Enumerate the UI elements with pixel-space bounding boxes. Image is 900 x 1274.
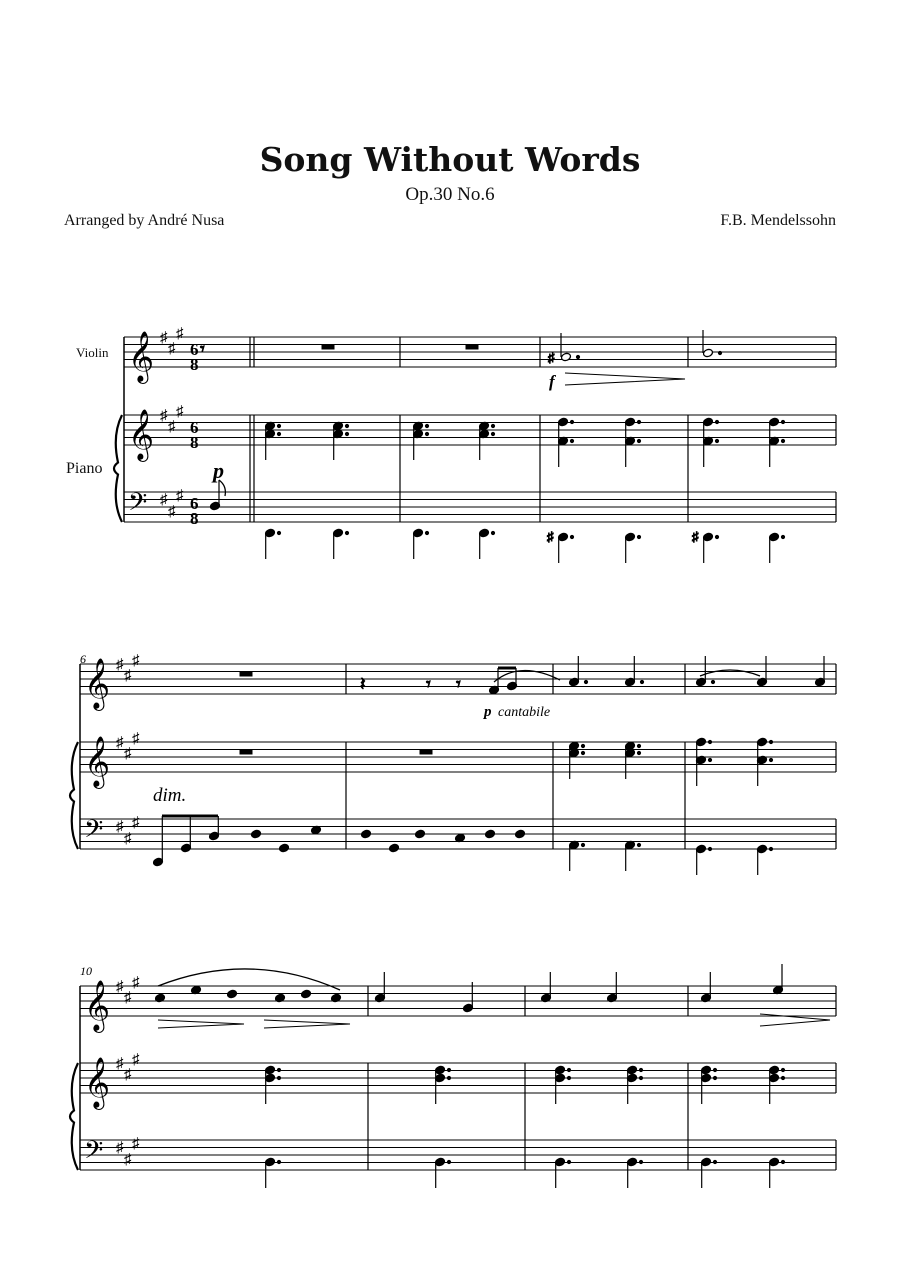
bass-eighth <box>415 829 426 839</box>
measure-number: 6 <box>80 652 86 666</box>
augmentation-dot <box>639 1160 642 1163</box>
sharp-sign: ♯ <box>160 408 168 424</box>
sharp-sign: ♯ <box>132 975 140 991</box>
bass-eighth <box>389 843 400 853</box>
dynamic-p: p <box>213 458 224 483</box>
augmentation-dot <box>425 531 428 534</box>
augmentation-dot <box>491 531 494 534</box>
opus-subtitle: Op.30 No.6 <box>405 184 495 205</box>
sharp-sign: ♯ <box>132 815 140 831</box>
bass-clef: 𝄢 <box>84 1137 104 1170</box>
augmentation-dot <box>715 535 718 538</box>
augmentation-dot <box>570 439 573 442</box>
augmentation-dot <box>576 355 579 358</box>
sharp-sign: ♯ <box>116 1056 124 1072</box>
augmentation-dot <box>277 432 280 435</box>
augmentation-dot <box>491 432 494 435</box>
augmentation-dot <box>769 740 772 743</box>
sharp-sign: ♯ <box>116 1140 124 1156</box>
dynamic-p-cantabile: p <box>484 704 492 720</box>
bass-eighth <box>279 843 290 853</box>
augmentation-dot <box>277 424 280 427</box>
clefs <box>84 332 154 1170</box>
sharp-sign: ♯ <box>168 504 176 520</box>
slurs <box>158 670 760 990</box>
treble-clef: 𝄞 <box>84 1058 111 1107</box>
bass-eighth <box>515 829 526 839</box>
bass-eighth <box>251 829 262 839</box>
augmentation-dot <box>708 847 711 850</box>
augmentation-dot <box>781 1068 784 1071</box>
augmentation-dot <box>491 424 494 427</box>
augmentation-dot <box>567 1068 570 1071</box>
time-sig-bottom: 8 <box>190 509 199 528</box>
augmentation-dot <box>425 424 428 427</box>
augmentation-dot <box>713 1076 716 1079</box>
sharp-sign: ♯ <box>692 529 699 544</box>
eighth-rest: 𝄾 <box>456 674 461 694</box>
treble-clef: 𝄞 <box>84 737 111 786</box>
augmentation-dot <box>567 1076 570 1079</box>
augmentation-dot <box>637 744 640 747</box>
dynamic-f: f <box>549 372 555 391</box>
whole-rest <box>240 750 252 754</box>
augmentation-dot <box>781 420 784 423</box>
augmentation-dot <box>277 1160 280 1163</box>
decrescendo <box>565 373 685 385</box>
augmentation-dot <box>715 420 718 423</box>
augmentation-dot <box>715 439 718 442</box>
augmentation-dot <box>345 424 348 427</box>
sharp-sign: ♯ <box>176 488 184 504</box>
bass-eighth <box>361 829 372 839</box>
decrescendo <box>158 1020 244 1028</box>
sharp-sign: ♯ <box>160 330 168 346</box>
augmentation-dot <box>581 744 584 747</box>
measure-number: 10 <box>80 964 92 978</box>
dynamic-dim: dim. <box>153 785 187 806</box>
sharp-sign: ♯ <box>176 404 184 420</box>
sharp-sign: ♯ <box>124 1152 132 1168</box>
augmentation-dot <box>345 432 348 435</box>
sharp-sign: ♯ <box>124 668 132 684</box>
sharp-sign: ♯ <box>116 657 124 673</box>
augmentation-dot <box>425 432 428 435</box>
whole-rest <box>322 345 334 349</box>
hairpins <box>158 373 830 1028</box>
augmentation-dot <box>581 751 584 754</box>
bass-clef: 𝄢 <box>128 489 148 522</box>
augmentation-dot <box>584 680 587 683</box>
eighth-note <box>227 989 238 999</box>
sharp-sign: ♯ <box>547 529 554 544</box>
sharp-sign: ♯ <box>176 326 184 342</box>
half-note <box>561 352 572 362</box>
augmentation-dot <box>781 1076 784 1079</box>
augmentation-dot <box>769 847 772 850</box>
piano-label: Piano <box>66 460 103 477</box>
piano-brace <box>70 742 78 849</box>
eighth-rest: 𝄾 <box>200 339 205 359</box>
barlines <box>70 337 836 1170</box>
page-title: Song Without Words <box>259 140 641 179</box>
augmentation-dot <box>567 1160 570 1163</box>
time-sig-bottom: 8 <box>190 433 199 452</box>
augmentation-dot <box>345 531 348 534</box>
bass-eighth <box>485 829 496 839</box>
augmentation-dot <box>708 740 711 743</box>
piano-brace <box>70 1063 78 1170</box>
sharp-sign: ♯ <box>116 735 124 751</box>
half-note <box>703 348 714 358</box>
treble-clef: 𝄞 <box>84 659 111 708</box>
augmentation-dot <box>781 1160 784 1163</box>
treble-clef: 𝄞 <box>128 410 155 459</box>
whole-rest <box>240 672 252 676</box>
augmentation-dot <box>713 1068 716 1071</box>
augmentation-dot <box>277 531 280 534</box>
augmentation-dot <box>447 1076 450 1079</box>
augmentation-dot <box>637 420 640 423</box>
augmentation-dot <box>708 758 711 761</box>
eighth-note <box>301 989 312 999</box>
time-sig-top: 6 <box>190 494 199 513</box>
sharp-sign: ♯ <box>160 492 168 508</box>
treble-clef: 𝄞 <box>128 332 155 381</box>
sharp-sign: ♯ <box>124 831 132 847</box>
slur <box>158 969 340 990</box>
augmentation-dot <box>640 680 643 683</box>
whole-rest <box>420 750 432 754</box>
violin-label: Violin <box>76 345 109 360</box>
sharp-sign: ♯ <box>124 746 132 762</box>
augmentation-dot <box>637 843 640 846</box>
augmentation-dot <box>711 680 714 683</box>
cantabile-text: cantabile <box>498 705 551 720</box>
sharp-sign: ♯ <box>548 350 555 365</box>
sharp-sign: ♯ <box>124 1067 132 1083</box>
decrescendo <box>264 1020 350 1028</box>
sharp-sign: ♯ <box>116 819 124 835</box>
staff-lines <box>80 337 836 1170</box>
augmentation-dot <box>570 535 573 538</box>
treble-clef: 𝄞 <box>84 981 111 1030</box>
composer-credit: F.B. Mendelssohn <box>720 212 836 229</box>
sharp-sign: ♯ <box>132 1136 140 1152</box>
augmentation-dot <box>718 351 721 354</box>
augmentation-dot <box>637 535 640 538</box>
whole-rest <box>466 345 478 349</box>
slur <box>494 670 560 682</box>
augmentation-dot <box>277 1068 280 1071</box>
time-sig-top: 6 <box>190 418 199 437</box>
sharp-sign: ♯ <box>132 731 140 747</box>
augmentation-dot <box>769 758 772 761</box>
tie <box>700 670 760 676</box>
augmentation-dot <box>781 439 784 442</box>
quarter-rest: 𝄽 <box>360 674 366 694</box>
eighth-rest: 𝄾 <box>426 674 431 694</box>
bass-clef: 𝄢 <box>84 816 104 849</box>
augmentation-dot <box>581 843 584 846</box>
time-sig-top: 6 <box>190 340 199 359</box>
sharp-sign: ♯ <box>124 990 132 1006</box>
sharp-sign: ♯ <box>168 341 176 357</box>
arranger-credit: Arranged by André Nusa <box>64 212 225 229</box>
augmentation-dot <box>639 1068 642 1071</box>
augmentation-dot <box>781 535 784 538</box>
augmentation-dot <box>447 1068 450 1071</box>
sharp-sign: ♯ <box>132 653 140 669</box>
sharp-sign: ♯ <box>168 419 176 435</box>
sharp-sign: ♯ <box>116 979 124 995</box>
augmentation-dot <box>447 1160 450 1163</box>
augmentation-dot <box>639 1076 642 1079</box>
augmentation-dot <box>570 420 573 423</box>
augmentation-dot <box>637 439 640 442</box>
piano-brace <box>114 415 122 522</box>
augmentation-dot <box>713 1160 716 1163</box>
time-sig-bottom: 8 <box>190 355 199 374</box>
augmentation-dot <box>637 751 640 754</box>
augmentation-dot <box>277 1076 280 1079</box>
sharp-sign: ♯ <box>132 1052 140 1068</box>
